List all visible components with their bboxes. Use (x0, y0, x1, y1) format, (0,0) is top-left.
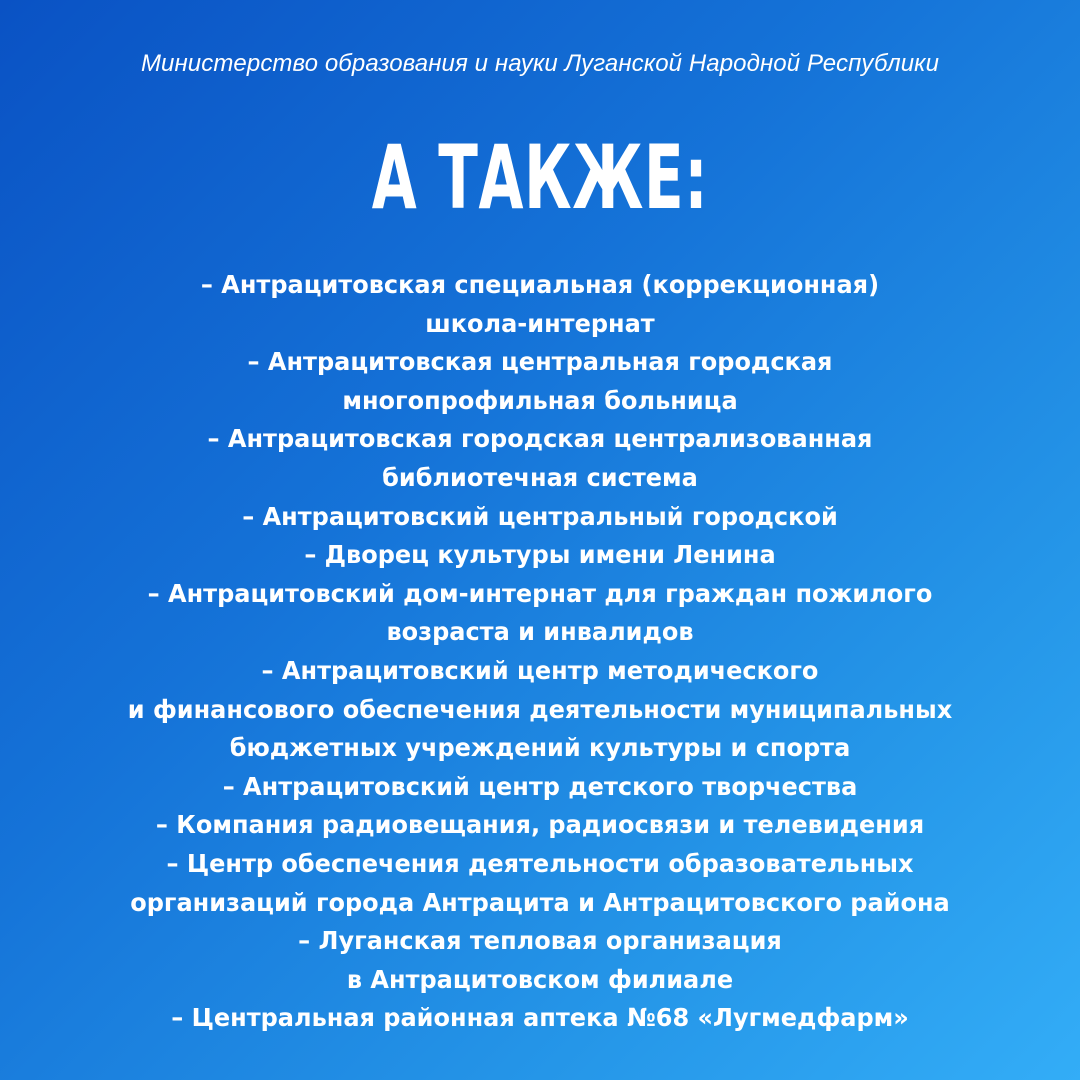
organizations-list (0, 266, 1080, 1038)
list-line: – Центральная районная аптека №68 «Лугмедфарм» (171, 1003, 909, 1033)
list-line: организаций города Антрацита и Антрацитовского района (130, 887, 950, 917)
list-line: бюджетных учреждений культуры и спорта (229, 733, 851, 763)
list-line: библиотечная система (382, 462, 698, 492)
list-line: – Центр обеспечения деятельности образовательных (166, 848, 914, 878)
list-line: – Антрацитовский центр детского творчества (222, 771, 858, 801)
list-line: – Антрацитовский дом-интернат для граждан пожилого (147, 578, 933, 608)
list-line: – Антрацитовский центр методического (261, 655, 819, 685)
list-line: – Антрацитовская центральная городская (247, 347, 833, 377)
list-line: – Компания радиовещания, радиосвязи и телевидения (155, 810, 925, 840)
page-title: А ТАКЖЕ: (371, 126, 709, 229)
list-line: – Антрацитовская городская централизованная (207, 424, 873, 454)
list-line: – Дворец культуры имени Ленина (304, 540, 776, 570)
list-line: и финансового обеспечения деятельности муниципальных (127, 694, 953, 724)
list-line: – Луганская тепловая организация (298, 926, 782, 956)
ministry-caption: Министерство образования и науки Луганской Народной Республики (140, 50, 940, 77)
list-line: – Антрацитовская специальная (коррекционная) (200, 270, 880, 299)
list-line: возраста и инвалидов (386, 617, 694, 647)
list-line: многопрофильная больница (342, 385, 738, 415)
list-line: – Антрацитовский центральный городской (242, 501, 838, 531)
list-line: в Антрацитовском филиале (346, 964, 734, 994)
list-line: школа-интернат (425, 308, 655, 338)
